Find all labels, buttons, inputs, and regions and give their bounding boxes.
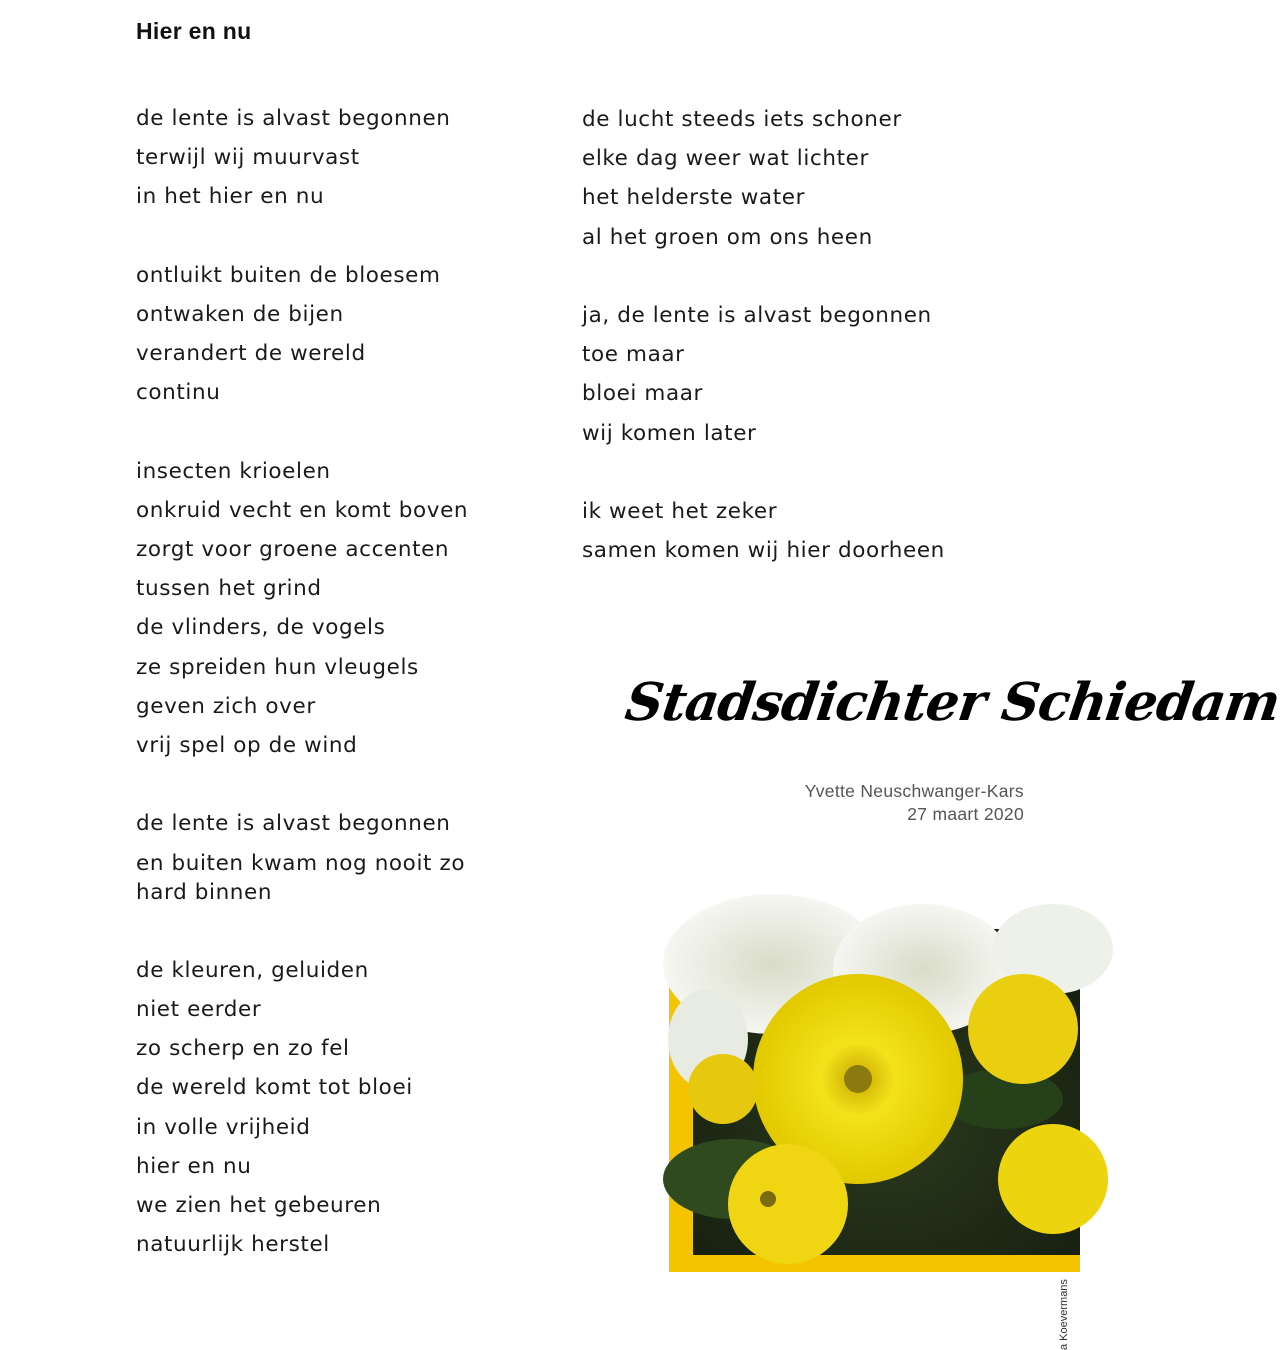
poem-line: terwijl wij muurvast [136,145,360,171]
poem-line: zorgt voor groene accenten [136,537,450,563]
author-credit [805,780,1024,826]
poem-line: in het hier en nu [136,184,325,210]
photo-credit: a Koevermans [1058,1279,1070,1350]
poem-column-left [136,104,576,1269]
poem-line: tussen het grind [136,576,322,602]
poem-line: ontluikt buiten de bloesem [136,262,441,288]
poem-line: zo scherp en zo fel [136,1036,350,1062]
poem-line: de kleuren, geluiden [136,957,369,983]
stanza-break [136,418,576,457]
poem-date: 27 maart 2020 [907,804,1024,824]
poem-line: elke dag weer wat lichter [582,146,869,172]
poem-line: we zien het gebeuren [136,1192,382,1218]
poem-line: en buiten kwam nog nooit zo hard binnen [136,850,466,905]
stanza-break [136,917,576,956]
poem-line: onkruid vecht en komt boven [136,497,469,523]
poem-line: geven zich over [136,693,316,719]
poem-line: toe maar [582,342,685,368]
poem-line: bloei maar [582,381,703,407]
poem-line: ik weet het zeker [582,498,778,524]
author-name: Yvette Neuschwanger-Kars [804,781,1024,801]
signature-logo: Stadsdichter Schiedam [621,672,1283,733]
poem-line: de lente is alvast begonnen [136,811,451,837]
poem-line: de lente is alvast begonnen [136,106,451,131]
poem-line: wij komen later [582,420,757,446]
poem-line: ja, de lente is alvast begonnen [582,302,932,328]
poem-line: ontwaken de bijen [136,301,344,327]
poem-line: natuurlijk herstel [136,1232,330,1258]
stanza-break [582,262,1022,301]
poem-line: in volle vrijheid [136,1114,311,1140]
stanza-break [582,458,1022,497]
poem-line: al het groen om ons heen [582,224,873,250]
stanza-break [136,222,576,261]
poem-line: samen komen wij hier doorheen [582,538,945,564]
poem-line: vrij spel op de wind [136,733,358,758]
poem-title: Hier en nu [136,18,252,44]
poem-line: hier en nu [136,1153,252,1179]
poem-line: continu [136,380,221,406]
poem-line: niet eerder [136,996,262,1022]
poem-line: het helderste water [582,185,806,211]
poem-column-right [582,105,1022,575]
poem-line: verandert de wereld [136,341,366,367]
stanza-break [136,770,576,809]
poem-line: ze spreiden hun vleugels [136,654,419,680]
poem-line: de wereld komt tot bloei [136,1075,413,1101]
poem-line: de vlinders, de vogels [136,615,386,641]
flower-photo [693,929,1080,1255]
poem-line: de lucht steeds iets schoner [582,107,902,132]
poem-line: insecten krioelen [136,458,331,484]
